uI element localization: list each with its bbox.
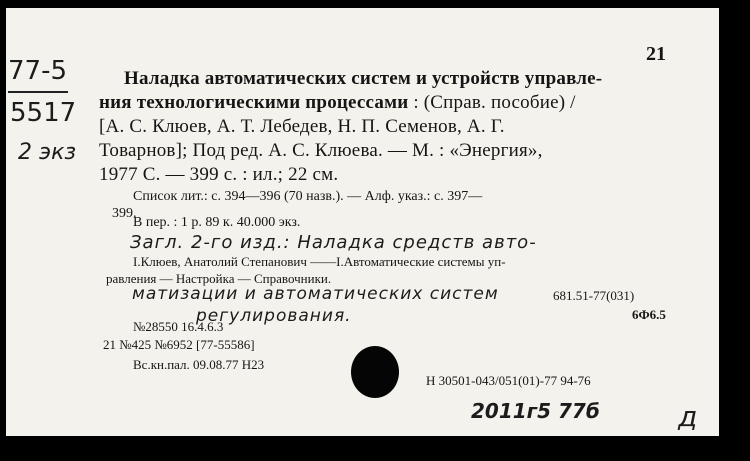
bibliography-note-end: 399. bbox=[112, 206, 137, 221]
shelf-mark-bottom: 5517 bbox=[10, 98, 77, 128]
subject-line-1: I.Клюев, Анатолий Степанович ——I.Автоматические системы уп- bbox=[133, 254, 506, 269]
authors-line: [А. С. Клюев, А. Т. Лебедев, Н. П. Семенов, А. Г. bbox=[99, 116, 505, 137]
price-line: В пер. : 1 р. 89 к. 40.000 экз. bbox=[133, 215, 301, 230]
handwritten-note-line-1: Загл. 2-го изд.: Наладка средств авто- bbox=[130, 232, 537, 253]
udc-index: 681.51-77(031) bbox=[553, 288, 635, 303]
registration-number: №28550 16.4.6.3 bbox=[133, 319, 224, 334]
subject-line-2: равления — Настройка — Справочники. bbox=[106, 271, 332, 286]
handwritten-note-line-2: матизации и автоматических систем bbox=[132, 284, 499, 304]
title-line-2 bbox=[99, 93, 576, 112]
date-line: Вс.кн.пал. 09.08.77 H23 bbox=[133, 357, 265, 372]
title-line-1: Наладка автоматических систем и устройств управле- bbox=[124, 68, 603, 89]
title-line-2-rest: : (Справ. пособие) / bbox=[408, 92, 576, 113]
shelf-mark-top: 77-5 bbox=[8, 56, 68, 86]
punch-hole bbox=[351, 346, 399, 398]
bbk-index: 6Ф6.5 bbox=[632, 307, 666, 322]
corner-mark: д bbox=[678, 400, 698, 433]
title-line-2-bold: ния технологическими процессами bbox=[99, 92, 409, 113]
catalog-card bbox=[6, 8, 719, 436]
editor-line: Товарнов]; Под ред. А. С. Клюева. — М. : «Энергия», bbox=[99, 140, 543, 161]
copies-note: 2 экз bbox=[18, 140, 77, 165]
handwritten-note-line-3: регулирования. bbox=[196, 306, 352, 326]
publisher-code: H 30501-043/051(01)-77 94-76 bbox=[426, 373, 591, 388]
order-line: 21 №425 №6952 [77-55586] bbox=[103, 337, 255, 352]
imprint-line: 1977 С. — 399 с. : ил.; 22 см. bbox=[99, 164, 339, 185]
handwritten-signature: 2011г5 77б bbox=[471, 399, 600, 423]
page-number: 21 bbox=[646, 43, 666, 65]
bibliography-note: Список лит.: с. 394—396 (70 назв.). — Алф. указ.: с. 397— bbox=[133, 189, 483, 204]
shelf-mark-divider bbox=[8, 91, 68, 93]
